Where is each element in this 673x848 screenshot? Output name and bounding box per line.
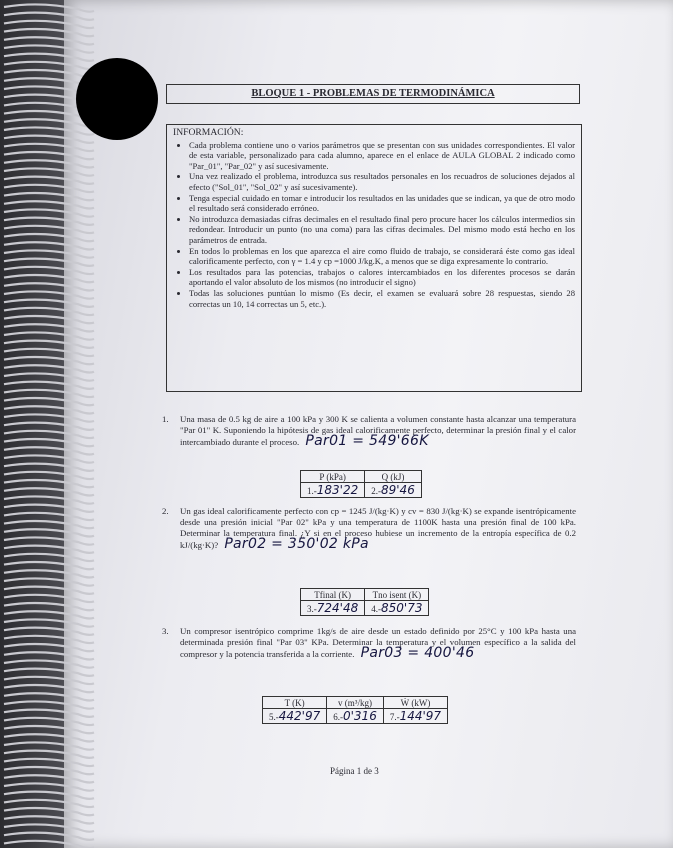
spiral-coil bbox=[4, 636, 94, 643]
spiral-coil bbox=[4, 488, 94, 495]
info-item: • Tenga especial cuidado en tomar e introducir los resultados en las unidades que se indican, ya que de otro modo el resultado será considerado erróneo. bbox=[189, 193, 575, 214]
spiral-coil bbox=[4, 349, 94, 356]
spiral-coil bbox=[4, 332, 94, 339]
problem-number: 1. bbox=[162, 414, 169, 424]
spiral-coil bbox=[4, 677, 94, 684]
spiral-coil bbox=[4, 291, 94, 298]
results-table-1 bbox=[300, 470, 422, 498]
answer-cell[interactable] bbox=[365, 483, 422, 498]
answer-value: 144'97 bbox=[399, 709, 442, 723]
spiral-coil bbox=[4, 669, 94, 676]
answer-label: 4.- bbox=[371, 604, 381, 614]
spiral-coil bbox=[4, 45, 94, 52]
spiral-coil bbox=[4, 652, 94, 659]
spiral-coil bbox=[4, 201, 94, 208]
answer-value: 850'73 bbox=[380, 601, 423, 615]
answer-cell[interactable] bbox=[365, 601, 429, 616]
spiral-coil bbox=[4, 70, 94, 77]
spiral-coil bbox=[4, 824, 94, 831]
answer-label: 2.- bbox=[371, 486, 381, 496]
answer-value: 724'48 bbox=[316, 601, 359, 615]
spiral-coil bbox=[4, 316, 94, 323]
page-title: BLOQUE 1 - PROBLEMAS DE TERMODINÁMICA bbox=[166, 84, 580, 104]
spiral-coil bbox=[4, 742, 94, 749]
handwritten-parameter: Par03 = 400'46 bbox=[360, 645, 475, 661]
spiral-coil bbox=[4, 578, 94, 585]
spiral-coil bbox=[4, 603, 94, 610]
spiral-coil bbox=[4, 734, 94, 741]
problem-number: 2. bbox=[162, 506, 169, 516]
spiral-coil bbox=[4, 373, 94, 380]
answer-value: 89'46 bbox=[380, 483, 415, 497]
spiral-coil bbox=[4, 767, 94, 774]
spiral-coil bbox=[4, 308, 94, 315]
spiral-coil bbox=[4, 4, 94, 11]
spiral-coil bbox=[4, 595, 94, 602]
spiral-coil bbox=[4, 496, 94, 503]
spiral-coil bbox=[4, 119, 94, 126]
info-item: • En todos lo problemas en los que aparezca el aire como fluido de trabajo, se considerará éste como gas ideal calorificamente perfecto, con γ = 1.4 y cp =1000 J/kg.K, a menos que se diga expresamente lo contrario. bbox=[189, 246, 575, 267]
spiral-coil bbox=[4, 226, 94, 233]
spiral-coil bbox=[4, 185, 94, 192]
results-table-2 bbox=[300, 588, 429, 616]
page-footer: Página 1 de 3 bbox=[330, 766, 379, 776]
spiral-coil bbox=[4, 800, 94, 807]
spiral-coil bbox=[4, 324, 94, 331]
info-list bbox=[173, 140, 575, 310]
problem-3 bbox=[162, 626, 576, 661]
spiral-coil bbox=[4, 398, 94, 405]
spiral-coil bbox=[4, 242, 94, 249]
spiral-coil bbox=[4, 833, 94, 840]
column-header: Tno isent (K) bbox=[365, 589, 429, 601]
info-item: • Una vez realizado el problema, introduzca sus resultados personales en los recuadros de soluciones dejados al efecto ("Sol_01", "Sol_02" y así sucesivamente). bbox=[189, 171, 575, 192]
spiral-coil bbox=[4, 37, 94, 44]
spiral-coil bbox=[4, 234, 94, 241]
spiral-coil bbox=[4, 660, 94, 667]
spiral-coil bbox=[4, 54, 94, 61]
answer-cell[interactable] bbox=[301, 601, 365, 616]
spiral-coil bbox=[4, 136, 94, 143]
column-header: Ẇ (kW) bbox=[383, 697, 447, 709]
answer-label: 3.- bbox=[307, 604, 317, 614]
info-item: • Cada problema contiene uno o varios parámetros que se presentan con sus unidades correspondientes. El valor de esta variable, personalizado para cada alumno, aparece en el enlace de AULA GLOBAL 2 indicado como "Par_01", "Par_02" y así sucesivamente. bbox=[189, 140, 575, 172]
spiral-coil bbox=[4, 472, 94, 479]
spiral-coil bbox=[4, 775, 94, 782]
problem-text: Un compresor isentrópico comprime 1kg/s de aire desde un estado definido por 25°C y 100 kPa hasta una determinada presión final "Par 03" KPa. Determinar la temperatura y el volumen específico a la salida del compresor y la potencia transferida a la corriente. bbox=[180, 626, 576, 659]
spiral-coil bbox=[4, 447, 94, 454]
spiral-coil bbox=[4, 513, 94, 520]
answer-cell[interactable] bbox=[327, 709, 384, 724]
spiral-coil bbox=[4, 628, 94, 635]
spiral-coil bbox=[4, 406, 94, 413]
spiral-coil bbox=[4, 701, 94, 708]
spiral-coil bbox=[4, 480, 94, 487]
column-header: v (m³/kg) bbox=[327, 697, 384, 709]
spiral-coil bbox=[4, 464, 94, 471]
spiral-coil bbox=[4, 611, 94, 618]
spiral-coil bbox=[4, 357, 94, 364]
spiral-coil bbox=[4, 382, 94, 389]
spiral-coil bbox=[4, 168, 94, 175]
info-box bbox=[166, 124, 582, 392]
answer-cell[interactable] bbox=[383, 709, 447, 724]
column-header: Tfinal (K) bbox=[301, 589, 365, 601]
spiral-coil bbox=[4, 759, 94, 766]
answer-cell[interactable] bbox=[301, 483, 365, 498]
answer-label: 7.- bbox=[389, 712, 400, 722]
spiral-coil bbox=[4, 537, 94, 544]
problem-text: Un gas ideal calorificamente perfecto con cp = 1245 J/(kg·K) y cv = 830 J/(kg·K) se expande isentrópicamente desde una presión inicial "Par 02" kPa y una temperatura de 1100K hasta una presión final de 100 kPa. Determinar la temperatura final. ¿Y si en el proceso hubiese un incremento de la entropía específica de 0.2 kJ/(kg·K)? bbox=[180, 506, 576, 550]
spiral-coil bbox=[4, 193, 94, 200]
spiral-coil bbox=[4, 21, 94, 28]
spiral-coil bbox=[4, 250, 94, 257]
info-item: • No introduzca demasiadas cifras decimales en el resultado final pero procure hacer los cálculos intermedios sin redondear. Introducir un punto (no una coma) para las cifras decimales. Del mismo modo está hecho en los parámetros de entrada. bbox=[189, 214, 575, 246]
handwritten-parameter: Par01 = 549'66K bbox=[305, 433, 429, 449]
spiral-coil bbox=[4, 341, 94, 348]
spiral-coil bbox=[4, 751, 94, 758]
spiral-coil bbox=[4, 267, 94, 274]
answer-value: 0'316 bbox=[342, 709, 377, 723]
column-header: P (kPa) bbox=[301, 471, 365, 483]
spiral-coil bbox=[4, 570, 94, 577]
spiral-coil bbox=[4, 554, 94, 561]
problem-text: Una masa de 0.5 kg de aire a 100 kPa y 300 K se calienta a volumen constante hasta alcanzar una temperatura "Par 01" K. Suponiendo la hipótesis de gas ideal calorificamente perfecto, determinar la presión final y el calor intercambiado durante el proceso. bbox=[180, 414, 576, 447]
spiral-coil bbox=[4, 685, 94, 692]
spiral-coil bbox=[4, 587, 94, 594]
spiral-coil bbox=[4, 455, 94, 462]
spiral-coil bbox=[4, 521, 94, 528]
column-header: Q (kJ) bbox=[365, 471, 422, 483]
spiral-coil bbox=[4, 792, 94, 799]
spiral-coil bbox=[4, 423, 94, 430]
spiral-coil bbox=[4, 726, 94, 733]
spiral-coil bbox=[4, 718, 94, 725]
spiral-coil bbox=[4, 160, 94, 167]
spiral-coil bbox=[4, 439, 94, 446]
info-item: • Todas las soluciones puntúan lo mismo (Es decir, el examen se evaluará sobre 28 respuestas, siendo 28 correctas un 10, 14 correctas un 5, etc.). bbox=[189, 288, 575, 309]
spiral-coil bbox=[4, 816, 94, 823]
spiral-coil bbox=[4, 505, 94, 512]
info-heading: INFORMACIÓN: bbox=[173, 127, 244, 138]
column-header: T (K) bbox=[263, 697, 327, 709]
spiral-coil bbox=[4, 693, 94, 700]
problem-2 bbox=[162, 506, 576, 552]
spiral-coil bbox=[4, 529, 94, 536]
spiral-coil bbox=[4, 619, 94, 626]
problem-number: 3. bbox=[162, 626, 169, 636]
spiral-coil bbox=[4, 431, 94, 438]
spiral-coil bbox=[4, 62, 94, 69]
spiral-coil bbox=[4, 808, 94, 815]
spiral-coil bbox=[4, 390, 94, 397]
answer-value: 442'97 bbox=[278, 709, 321, 723]
spiral-coil bbox=[4, 259, 94, 266]
spiral-coil bbox=[4, 300, 94, 307]
answer-label: 6.- bbox=[333, 712, 343, 722]
results-table-3 bbox=[262, 696, 448, 724]
spiral-coil bbox=[4, 177, 94, 184]
spiral-coil bbox=[4, 29, 94, 36]
spiral-coil bbox=[4, 127, 94, 134]
spiral-coil bbox=[4, 209, 94, 216]
problem-1 bbox=[162, 414, 576, 449]
answer-cell[interactable] bbox=[263, 709, 327, 724]
spiral-coil bbox=[4, 13, 94, 20]
spiral-coil bbox=[4, 275, 94, 282]
spiral-coil bbox=[4, 144, 94, 151]
spiral-coil bbox=[4, 783, 94, 790]
spiral-coil bbox=[4, 562, 94, 569]
spiral-binding bbox=[0, 0, 100, 848]
spiral-coil bbox=[4, 414, 94, 421]
answer-value: 183'22 bbox=[316, 483, 359, 497]
handwritten-parameter: Par02 = 350'02 kPa bbox=[224, 536, 369, 552]
answer-label: 1.- bbox=[307, 486, 317, 496]
spiral-coil bbox=[4, 283, 94, 290]
spiral-coil bbox=[4, 710, 94, 717]
spiral-coil bbox=[4, 152, 94, 159]
info-item: • Los resultados para las potencias, trabajos o calores intercambiados en los diferentes procesos se darán aportando el valor absoluto de los mismos (no introducir el signo) bbox=[189, 267, 575, 288]
spiral-coil bbox=[4, 365, 94, 372]
spiral-coil bbox=[4, 546, 94, 553]
punched-hole bbox=[76, 58, 158, 140]
spiral-coil bbox=[4, 644, 94, 651]
answer-label: 5.- bbox=[269, 712, 279, 722]
spiral-coil bbox=[4, 218, 94, 225]
spiral-coil bbox=[4, 841, 94, 848]
